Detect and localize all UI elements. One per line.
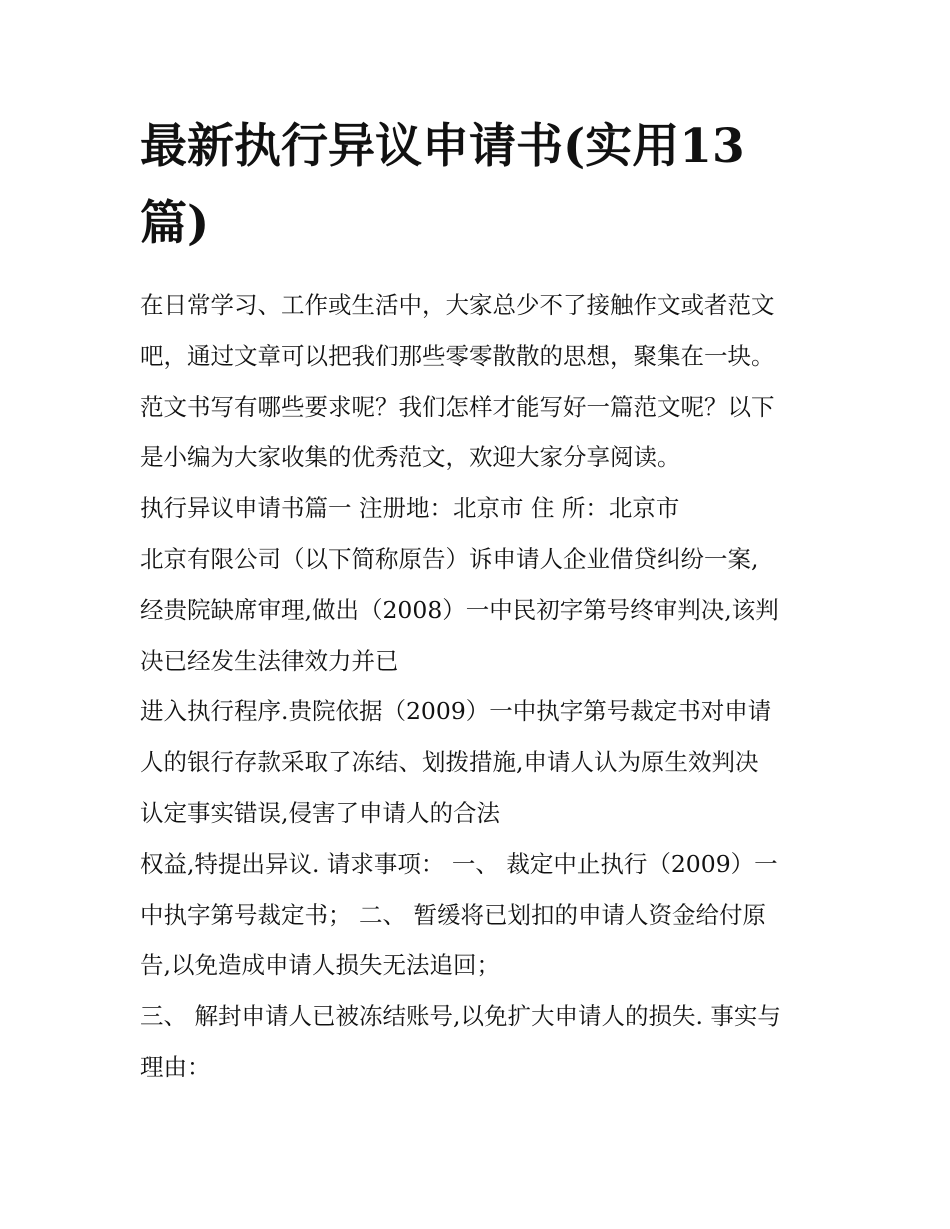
paragraph-line: 告,以免造成申请人损失无法追回； (140, 951, 500, 980)
paragraph-line: 人的银行存款采取了冻结、划拨措施,申请人认为原生效判决 (140, 748, 759, 777)
paragraph-line: 认定事实错误,侵害了申请人的合法 (140, 798, 500, 827)
paragraph-line: 决已经发生法律效力并已 (140, 646, 399, 675)
paragraph-line: 吧，通过文章可以把我们那些零零散散的思想，聚集在一块。 (140, 341, 775, 370)
paragraph-line: 北京有限公司（以下简称原告）诉申请人企业借贷纠纷一案, (140, 544, 759, 573)
title-line: 篇) (140, 196, 210, 251)
document-title (140, 108, 810, 262)
paragraph-line: 权益,特提出异议. 请求事项： 一、 裁定中止执行（2009）一 (140, 849, 778, 878)
paragraph-line: 三、 解封申请人已被冻结账号,以免扩大申请人的损失. 事实与 (140, 1002, 781, 1031)
paragraph-line: 进入执行程序.贵院依据（2009）一中执字第号裁定书对申请 (140, 697, 772, 726)
document-body (140, 280, 830, 1093)
paragraph-line: 中执字第号裁定书； 二、 暂缓将已划扣的申请人资金给付原 (140, 900, 766, 929)
paragraph-line: 范文书写有哪些要求呢？我们怎样才能写好一篇范文呢？以下 (140, 392, 775, 421)
paragraph-line: 经贵院缺席审理,做出（2008）一中民初字第号终审判决,该判 (140, 595, 779, 624)
paragraph-line: 执行异议申请书篇一 注册地：北京市 住 所：北京市 (140, 494, 680, 523)
paragraph-line: 理由： (140, 1052, 211, 1081)
paragraph-line: 在日常学习、工作或生活中，大家总少不了接触作文或者范文 (140, 291, 775, 319)
title-line: 最新执行异议申请书(实用13 (140, 119, 745, 174)
paragraph-line: 是小编为大家收集的优秀范文，欢迎大家分享阅读。 (140, 443, 681, 472)
